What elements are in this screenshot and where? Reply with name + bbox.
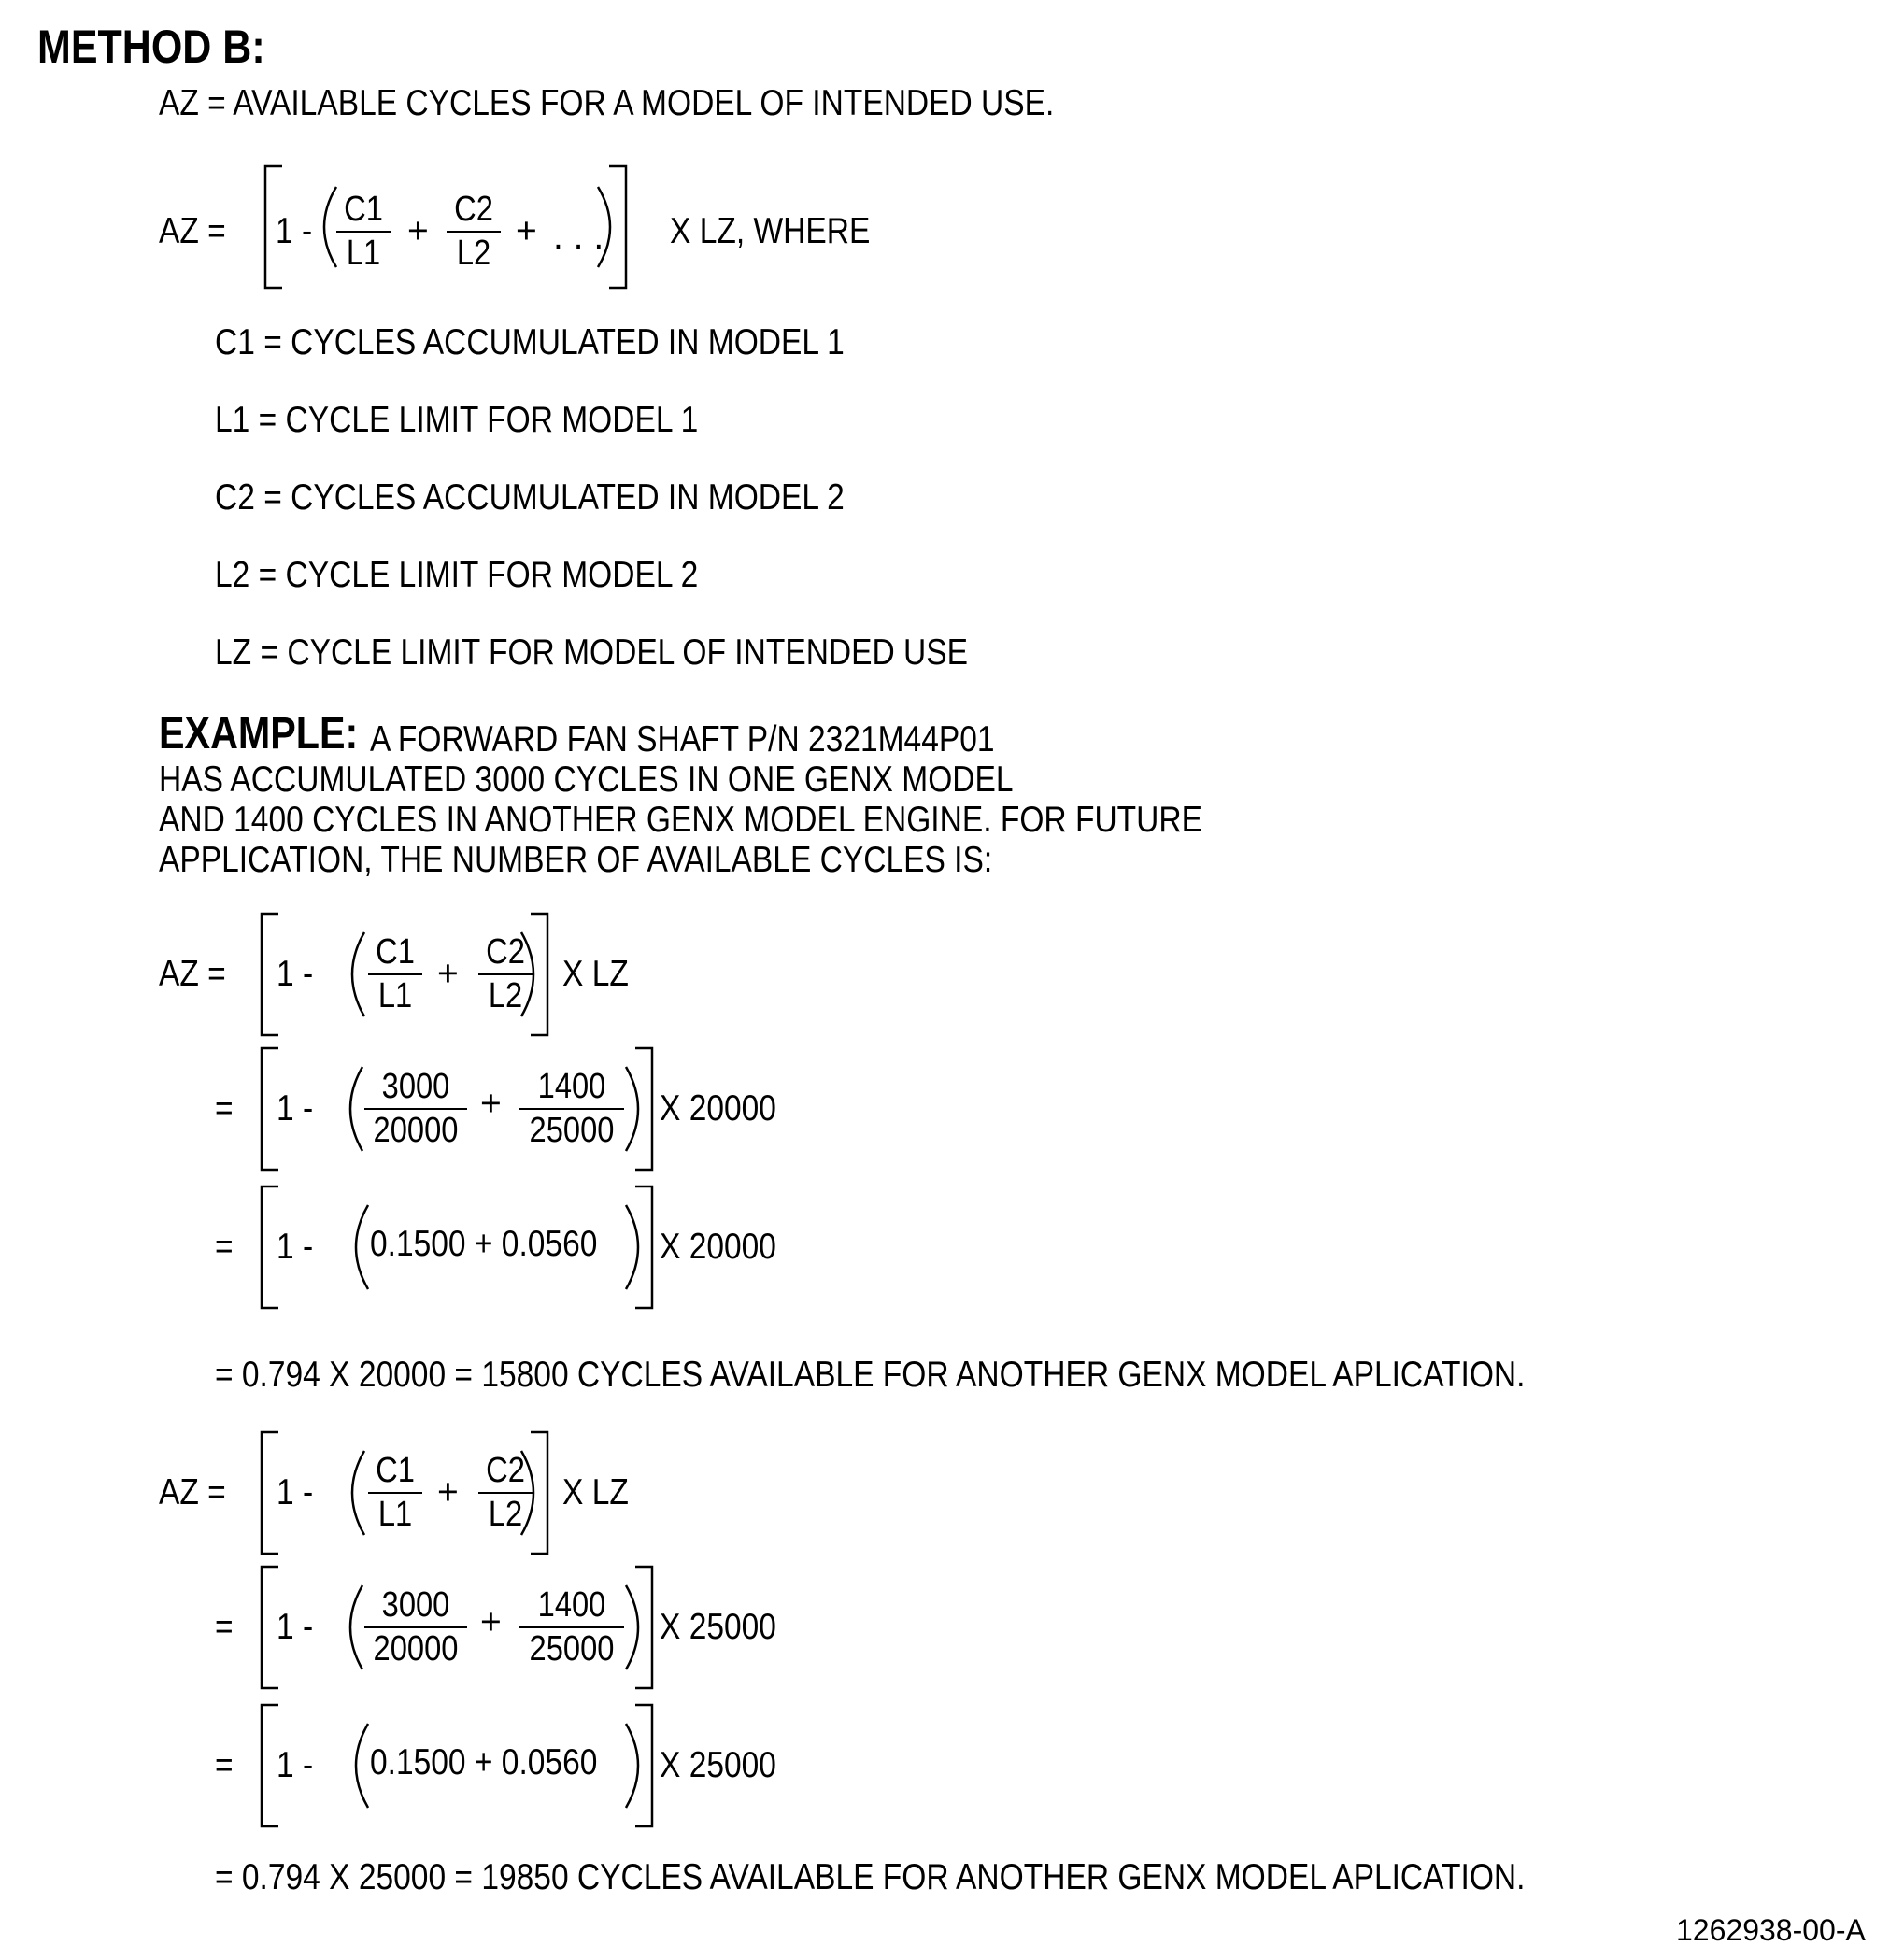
calc-lhs: AZ =: [159, 1472, 226, 1513]
formula-plus: +: [407, 211, 429, 251]
fraction-denominator: L2: [488, 1495, 523, 1534]
fraction-bar: [519, 1108, 624, 1110]
definition-c2: C2 = CYCLES ACCUMULATED IN MODEL 2: [215, 477, 845, 518]
example-label: EXAMPLE:: [159, 709, 359, 759]
calc-plus: +: [480, 1602, 502, 1642]
formula-ellipsis: . . .: [553, 217, 604, 257]
fraction-bar: [368, 1492, 422, 1494]
fraction-numerator: C2: [486, 1451, 525, 1490]
fraction-bar: [478, 973, 533, 975]
paren-left: [352, 932, 364, 1016]
fraction-denominator: L2: [456, 234, 491, 273]
definition-l2: L2 = CYCLE LIMIT FOR MODEL 2: [215, 555, 699, 595]
fraction: [364, 1587, 467, 1667]
fraction: [519, 1069, 624, 1148]
calc-lhs: =: [215, 1227, 234, 1267]
paren-right: [626, 1205, 638, 1289]
fraction-numerator: C1: [376, 932, 415, 972]
fraction-bar: [364, 1108, 467, 1110]
paren-left: [350, 1585, 362, 1669]
calc-tail: X 20000: [660, 1088, 776, 1129]
fraction-c1-l1: [368, 1453, 422, 1532]
fraction-numerator: C1: [376, 1451, 415, 1490]
fraction-c2-l2: [478, 934, 533, 1014]
fraction-bar: [519, 1626, 624, 1628]
fraction-c1-l1: [336, 192, 391, 271]
fraction-denominator: 25000: [529, 1629, 615, 1669]
formula-plus: +: [516, 211, 537, 251]
calc-inner-sum: 0.1500 + 0.0560: [370, 1742, 598, 1782]
paren-left: [356, 1205, 368, 1289]
calc-one-minus: 1 -: [277, 1472, 314, 1513]
calc-tail: X 25000: [660, 1607, 776, 1647]
page-title: METHOD B:: [37, 21, 265, 73]
calc-plus: +: [480, 1084, 502, 1124]
fraction-numerator: C1: [344, 190, 383, 229]
paren-right: [626, 1067, 638, 1151]
calc-lhs: =: [215, 1607, 234, 1647]
paren-right: [626, 1724, 638, 1808]
calc-plus: +: [437, 954, 459, 994]
fraction-denominator: 20000: [373, 1111, 459, 1150]
definition-c1: C1 = CYCLES ACCUMULATED IN MODEL 1: [215, 322, 845, 362]
fraction-denominator: 20000: [373, 1629, 459, 1669]
formula-one-minus: 1 -: [276, 211, 313, 251]
example-line: A FORWARD FAN SHAFT P/N 2321M44P01: [370, 719, 995, 760]
calc-tail: X 25000: [660, 1745, 776, 1785]
figure-id: 1262938-00-A: [1676, 1913, 1866, 1947]
calc-one-minus: 1 -: [277, 954, 314, 994]
calc-inner-sum: 0.1500 + 0.0560: [370, 1224, 598, 1264]
bracket-right: [609, 166, 626, 288]
calc-one-minus: 1 -: [277, 1745, 314, 1785]
calc-tail: X LZ: [562, 954, 629, 994]
example-line: HAS ACCUMULATED 3000 CYCLES IN ONE GENX MODEL: [159, 760, 1014, 800]
calc-one-minus: 1 -: [277, 1088, 314, 1129]
fraction-numerator: 3000: [381, 1585, 450, 1625]
fraction-denominator: L2: [488, 976, 523, 1016]
fraction-denominator: L1: [346, 234, 381, 273]
paren-left: [324, 187, 336, 267]
fraction-c2-l2: [447, 192, 501, 271]
fraction-bar: [478, 1492, 533, 1494]
fraction: [364, 1069, 467, 1148]
paren-right: [626, 1585, 638, 1669]
fraction-denominator: L1: [377, 1495, 413, 1534]
fraction-bar: [447, 231, 501, 233]
fraction-bar: [368, 973, 422, 975]
example-line: AND 1400 CYCLES IN ANOTHER GENX MODEL ENGINE. FOR FUTURE: [159, 800, 1202, 840]
fraction-numerator: 1400: [537, 1067, 606, 1106]
fraction-numerator: C2: [454, 190, 493, 229]
fraction-c1-l1: [368, 934, 422, 1014]
fraction-bar: [364, 1626, 467, 1628]
fraction-numerator: 1400: [537, 1585, 606, 1625]
calc-lhs: AZ =: [159, 954, 226, 994]
calc-result: = 0.794 X 25000 = 19850 CYCLES AVAILABLE FOR ANOTHER GENX MODEL APLICATION.: [215, 1857, 1526, 1897]
calc-one-minus: 1 -: [277, 1227, 314, 1267]
example-line: APPLICATION, THE NUMBER OF AVAILABLE CYCLES IS:: [159, 840, 993, 880]
formula-lhs: AZ =: [159, 211, 226, 251]
fraction-denominator: 25000: [529, 1111, 615, 1150]
fraction-bar: [336, 231, 391, 233]
definition-lz: LZ = CYCLE LIMIT FOR MODEL OF INTENDED USE: [215, 632, 969, 673]
paren-left: [356, 1724, 368, 1808]
calc-tail: X 20000: [660, 1227, 776, 1267]
definition-l1: L1 = CYCLE LIMIT FOR MODEL 1: [215, 400, 699, 440]
calc-tail: X LZ: [562, 1472, 629, 1513]
formula-tail: X LZ, WHERE: [670, 211, 871, 251]
fraction-c2-l2: [478, 1453, 533, 1532]
calc-lhs: =: [215, 1745, 234, 1785]
paren-left: [352, 1451, 364, 1535]
fraction-numerator: 3000: [381, 1067, 450, 1106]
paren-left: [350, 1067, 362, 1151]
calc-plus: +: [437, 1472, 459, 1513]
fraction: [519, 1587, 624, 1667]
calc-result: = 0.794 X 20000 = 15800 CYCLES AVAILABLE FOR ANOTHER GENX MODEL APLICATION.: [215, 1355, 1526, 1395]
calc-one-minus: 1 -: [277, 1607, 314, 1647]
fraction-denominator: L1: [377, 976, 413, 1016]
calc-lhs: =: [215, 1088, 234, 1129]
az-definition: AZ = AVAILABLE CYCLES FOR A MODEL OF INTENDED USE.: [159, 83, 1055, 123]
fraction-numerator: C2: [486, 932, 525, 972]
